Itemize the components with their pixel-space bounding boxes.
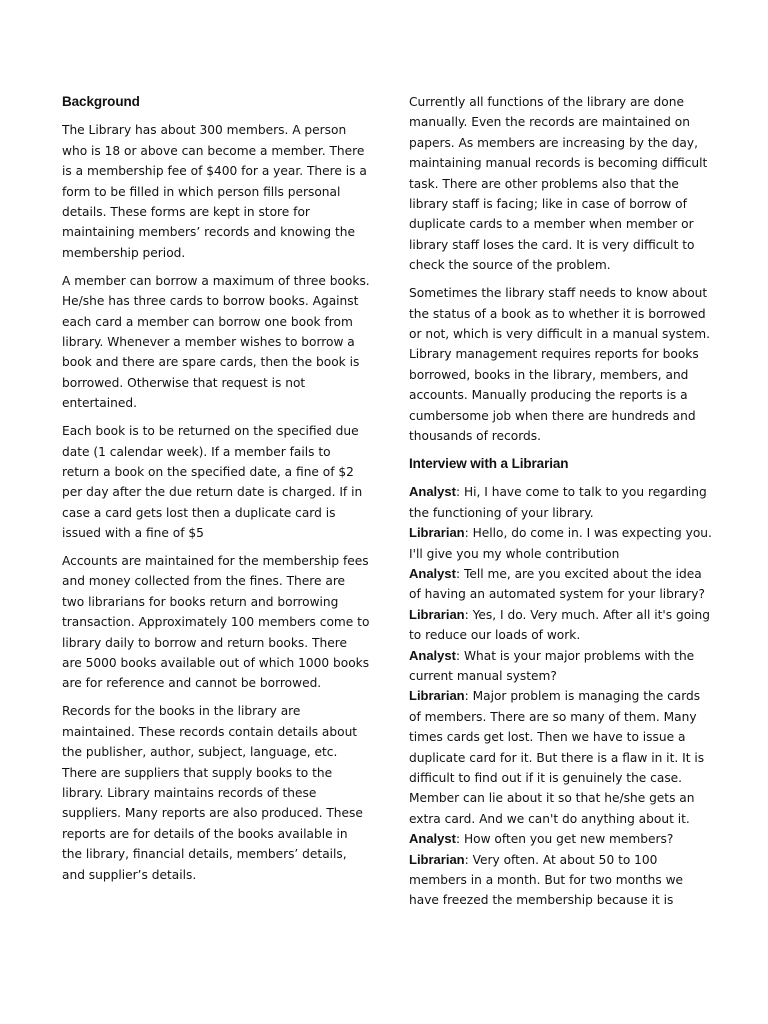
dialogue-text: : Yes, I do. Very much. After all it's going to reduce our loads of work.	[409, 607, 711, 643]
dialogue-text: : Hi, I have come to talk to you regarding the functioning of your library.	[409, 485, 707, 520]
dialogue-turn	[409, 605, 714, 646]
speaker-label: Analyst	[409, 831, 456, 847]
dialogue-text: : What is your major problems with the current manual system?	[409, 648, 695, 683]
background-paragraph-4: Accounts are maintained for the membership fees and money collected from the fines. There are two librarians for books return and borrowing transaction. Approximately 100 members come to library daily to borrow and return books. There are 5000 books available out of which 1000 books are for reference and cannot be borrowed.	[62, 554, 370, 691]
interview-heading: Interview with a Librarian	[409, 455, 569, 471]
current-system-paragraph: Currently all functions of the library are done manually. Even the records are maintained on papers. As members are increasing by the day, maintaining manual records is becoming difficult task. There are other problems also that the library staff is facing; like in case of borrow of duplicate cards to a member when member or library staff loses the card. It is very difficult to check the source of the problem.	[409, 95, 708, 273]
speaker-label: Analyst	[409, 647, 456, 663]
dialogue-text: : Hello, do come in. I was expecting you. I'll give you my whole contribution	[409, 526, 712, 561]
dialogue-turn	[409, 850, 714, 911]
dialogue-turn	[409, 482, 714, 523]
background-heading: Background	[62, 94, 140, 109]
left-column	[62, 92, 370, 893]
background-paragraph-1: The Library has about 300 members. A person who is 18 or above can become a member. There is a membership fee of $400 for a year. There is a form to be filled in which person fills personal details. These forms are kept in store for maintaining members’ records and knowing the membership period.	[62, 123, 367, 260]
right-column	[409, 92, 714, 911]
interview-dialogue	[409, 482, 714, 911]
dialogue-text: : Tell me, are you excited about the idea of having an automated system for your library?	[409, 566, 705, 602]
speaker-label: Librarian	[409, 851, 465, 867]
status-reports-paragraph: Sometimes the library staff needs to know about the status of a book as to whether it is borrowed or not, which is very difficult in a manual system. Library management requires reports for books borrowed, books in the library, members, and accounts. Manually producing the reports is a cumbersome job when there are hundreds and thousands of records.	[409, 286, 710, 443]
background-paragraph-5: Records for the books in the library are maintained. These records contain details about the publisher, author, subject, language, etc. There are suppliers that supply books to the library. Library maintains records of these suppliers. Many reports are also produced. These reports are for details of the books available in the library, financial details, members’ details, and supplier’s details.	[62, 704, 363, 882]
dialogue-turn	[409, 564, 714, 605]
speaker-label: Librarian	[409, 688, 465, 704]
dialogue-text: : Major problem is managing the cards of members. There are so many of them. Many times cards get lost. Then we have to issue a duplicate card for it. But there is a flaw in it. It is difficult to find out if it is genuinely the case. Member can lie about it so that he/she gets an extra card. And we can't do anything about it.	[409, 689, 705, 826]
speaker-label: Librarian	[409, 606, 465, 622]
dialogue-text: : Very often. At about 50 to 100 members in a month. But for two months we have freezed the membership because it is	[409, 852, 684, 908]
dialogue-turn	[409, 686, 714, 829]
dialogue-turn	[409, 523, 714, 564]
background-paragraph-3: Each book is to be returned on the specified due date (1 calendar week). If a member fails to return a book on the specified date, a fine of $2 per day after the due return date is charged. If in case a card gets lost then a duplicate card is issued with a fine of $5	[62, 424, 363, 541]
dialogue-turn	[409, 646, 714, 687]
speaker-label: Librarian	[409, 525, 465, 541]
dialogue-text: : How often you get new members?	[455, 832, 674, 847]
dialogue-turn	[409, 829, 714, 849]
speaker-label: Analyst	[409, 565, 456, 581]
background-paragraph-2: A member can borrow a maximum of three books. He/she has three cards to borrow books. Against each card a member can borrow one book from library. Whenever a member wishes to borrow a book and there are spare cards, then the book is borrowed. Otherwise that request is not entertained.	[62, 273, 370, 411]
speaker-label: Analyst	[409, 484, 456, 500]
